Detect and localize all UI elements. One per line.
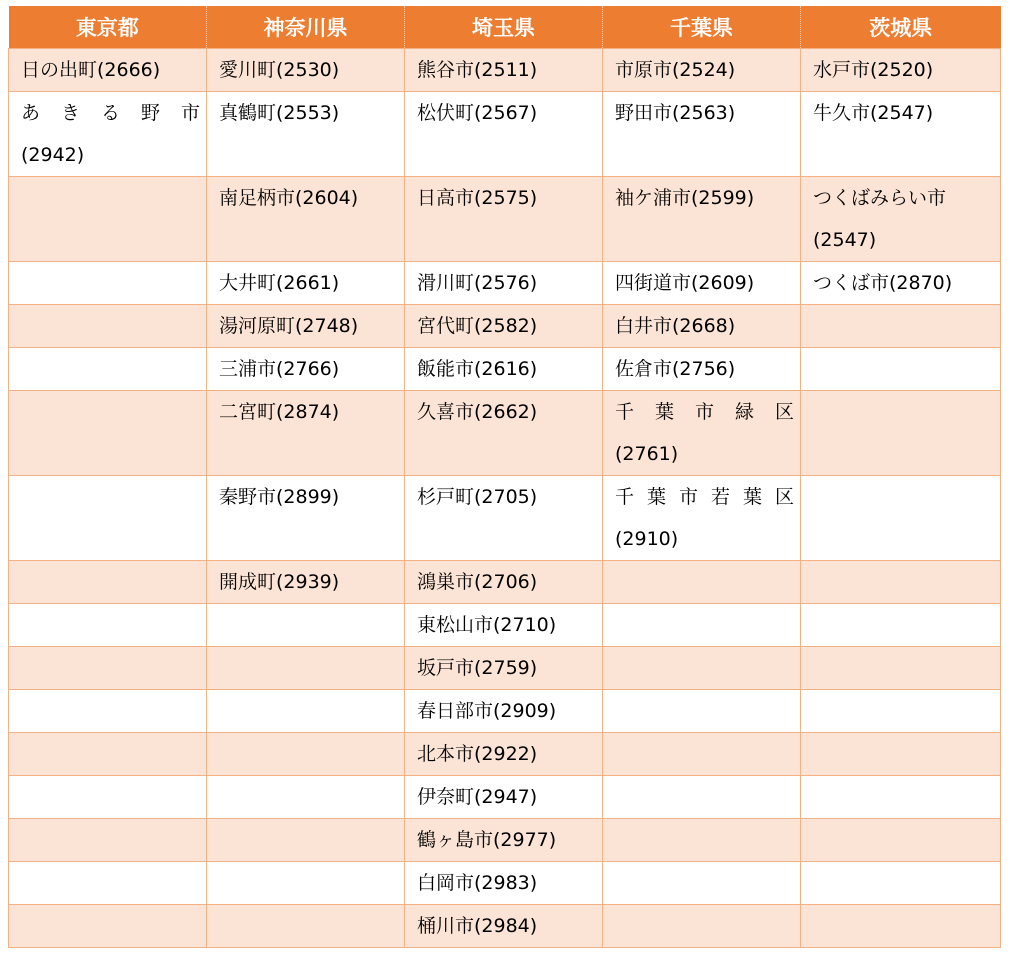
table-cell [603, 862, 801, 905]
table-cell [801, 476, 1001, 561]
table-cell: 松伏町(2567) [405, 92, 603, 177]
table-cell [207, 819, 405, 862]
table-cell [603, 476, 801, 561]
cell-line: つくばみらい市 [813, 187, 947, 209]
table-cell: 宮代町(2582) [405, 305, 603, 348]
table-row [9, 391, 1001, 476]
table-row [9, 476, 1001, 561]
table-cell: 愛川町(2530) [207, 49, 405, 92]
table-cell: 袖ケ浦市(2599) [603, 177, 801, 262]
table-cell: 鶴ヶ島市(2977) [405, 819, 603, 862]
table-cell [801, 733, 1001, 776]
table-cell: 飯能市(2616) [405, 348, 603, 391]
table-cell: 北本市(2922) [405, 733, 603, 776]
table-cell [207, 647, 405, 690]
table-cell [9, 476, 207, 561]
table-cell [9, 776, 207, 819]
municipality-table [8, 6, 1001, 948]
header-ibaraki: 茨城県 [801, 6, 1001, 49]
table-cell [9, 862, 207, 905]
table-cell [801, 647, 1001, 690]
table-cell [603, 604, 801, 647]
table-cell: 南足柄市(2604) [207, 177, 405, 262]
table-cell [801, 561, 1001, 604]
table-cell: 日高市(2575) [405, 177, 603, 262]
table-cell [801, 690, 1001, 733]
cell-line: (2910) [615, 528, 679, 550]
table-row [9, 905, 1001, 948]
table-cell [9, 177, 207, 262]
table-cell [603, 391, 801, 476]
header-tokyo: 東京都 [9, 6, 207, 49]
table-cell [801, 862, 1001, 905]
table-cell [207, 604, 405, 647]
table-cell [9, 348, 207, 391]
table-cell: 水戸市(2520) [801, 49, 1001, 92]
table-cell: 鴻巣市(2706) [405, 561, 603, 604]
table-cell [801, 348, 1001, 391]
header-saitama: 埼玉県 [405, 6, 603, 49]
table-cell: 白井市(2668) [603, 305, 801, 348]
table-cell: 四街道市(2609) [603, 262, 801, 305]
table-cell: 三浦市(2766) [207, 348, 405, 391]
table-row [9, 776, 1001, 819]
table-cell: 牛久市(2547) [801, 92, 1001, 177]
table-row [9, 49, 1001, 92]
table-cell [603, 819, 801, 862]
table-cell: 大井町(2661) [207, 262, 405, 305]
table-row [9, 647, 1001, 690]
cell-line: 千葉市若葉区 [615, 486, 794, 508]
cell-line: あきる野市 [21, 102, 200, 124]
table-cell: 湯河原町(2748) [207, 305, 405, 348]
table-cell: 白岡市(2983) [405, 862, 603, 905]
table-cell [9, 647, 207, 690]
table-cell [9, 561, 207, 604]
table-row [9, 92, 1001, 177]
table-cell [603, 776, 801, 819]
table-cell: 市原市(2524) [603, 49, 801, 92]
table-cell: 春日部市(2909) [405, 690, 603, 733]
table-cell [801, 391, 1001, 476]
table-row [9, 305, 1001, 348]
table-cell [9, 262, 207, 305]
table-row [9, 862, 1001, 905]
table-cell [9, 604, 207, 647]
cell-line: (2761) [615, 443, 679, 465]
table-cell [801, 604, 1001, 647]
table-cell: 桶川市(2984) [405, 905, 603, 948]
table-cell [9, 905, 207, 948]
table-cell: 杉戸町(2705) [405, 476, 603, 561]
table-cell: 日の出町(2666) [9, 49, 207, 92]
header-kanagawa: 神奈川県 [207, 6, 405, 49]
table-cell [207, 905, 405, 948]
table-cell [603, 733, 801, 776]
table-cell [9, 391, 207, 476]
table-cell [603, 905, 801, 948]
table-row [9, 348, 1001, 391]
table-cell [207, 690, 405, 733]
table-row [9, 819, 1001, 862]
table-cell: 東松山市(2710) [405, 604, 603, 647]
table-cell [9, 305, 207, 348]
table-cell: 開成町(2939) [207, 561, 405, 604]
table-row [9, 604, 1001, 647]
cell-line: (2942) [21, 144, 85, 166]
table-cell [9, 690, 207, 733]
municipality-table-container [8, 6, 1000, 948]
table-cell [207, 776, 405, 819]
table-cell: 二宮町(2874) [207, 391, 405, 476]
table-cell: 伊奈町(2947) [405, 776, 603, 819]
table-cell: 滑川町(2576) [405, 262, 603, 305]
table-row [9, 262, 1001, 305]
table-cell: 久喜市(2662) [405, 391, 603, 476]
table-cell [207, 733, 405, 776]
table-row [9, 177, 1001, 262]
cell-line: 千葉市緑区 [615, 401, 794, 423]
table-cell [9, 819, 207, 862]
header-row [9, 6, 1001, 49]
table-cell: 野田市(2563) [603, 92, 801, 177]
table-cell [801, 177, 1001, 262]
table-cell: 秦野市(2899) [207, 476, 405, 561]
table-row [9, 690, 1001, 733]
table-cell [603, 647, 801, 690]
table-cell [801, 819, 1001, 862]
table-cell [603, 690, 801, 733]
table-cell [801, 776, 1001, 819]
table-cell: 坂戸市(2759) [405, 647, 603, 690]
table-cell: 熊谷市(2511) [405, 49, 603, 92]
table-cell [801, 905, 1001, 948]
table-cell: つくば市(2870) [801, 262, 1001, 305]
header-chiba: 千葉県 [603, 6, 801, 49]
table-row [9, 733, 1001, 776]
table-cell [603, 561, 801, 604]
cell-line: (2547) [813, 229, 877, 251]
table-cell [9, 92, 207, 177]
table-cell: 佐倉市(2756) [603, 348, 801, 391]
table-cell [207, 862, 405, 905]
table-cell: 真鶴町(2553) [207, 92, 405, 177]
table-cell [801, 305, 1001, 348]
table-row [9, 561, 1001, 604]
table-cell [9, 733, 207, 776]
